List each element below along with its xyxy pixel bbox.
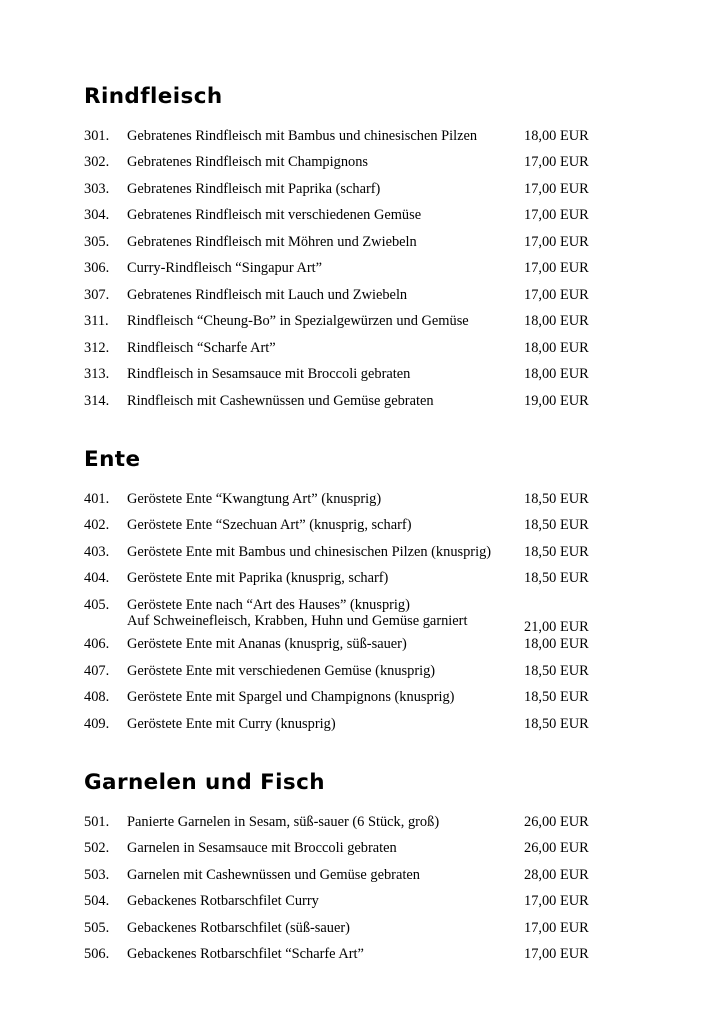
menu-item-number: 311. [84, 313, 109, 329]
menu-item-description-line: Gebackenes Rotbarschfilet Curry [127, 893, 319, 909]
menu-item-price: 18,50 EUR [524, 543, 589, 560]
menu-item-price: 17,00 EUR [524, 919, 589, 936]
menu-item-number: 408. [84, 689, 110, 705]
menu-item-price: 18,50 EUR [524, 517, 589, 533]
menu-item-price: 19,00 EUR [524, 392, 589, 409]
menu-item-number: 313. [84, 366, 110, 382]
menu-item-price: 28,00 EUR [524, 866, 589, 883]
menu-item [84, 893, 604, 920]
menu-item-description-line: Gebratenes Rindfleisch mit Champignons [127, 154, 369, 170]
menu-section [84, 86, 604, 419]
menu-item-price: 17,00 EUR [524, 154, 589, 170]
menu-item [84, 814, 604, 841]
menu-item-number: 314. [84, 392, 110, 409]
menu-item [84, 570, 604, 597]
menu-item-description [127, 393, 524, 410]
menu-item-price: 18,50 EUR [524, 570, 589, 586]
menu-item [84, 544, 604, 571]
menu-item-description-line: Gebackenes Rotbarschfilet (süß-sauer) [127, 919, 350, 936]
section-heading: Ente [84, 447, 141, 472]
menu-item [84, 260, 604, 287]
menu-item-description [127, 946, 524, 963]
menu-item [84, 689, 604, 716]
menu-item-description-line: Geröstete Ente mit Curry (knusprig) [127, 715, 336, 732]
menu-item-price: 17,00 EUR [524, 180, 589, 197]
menu-item-list [84, 814, 604, 973]
menu-item-number: 502. [84, 840, 110, 856]
menu-item-price: 18,50 EUR [524, 715, 589, 732]
menu-item-price: 17,00 EUR [524, 233, 589, 250]
menu-item-description-line: Geröstete Ente mit Paprika (knusprig, scharf) [127, 570, 389, 586]
menu-item [84, 207, 604, 234]
menu-item-description-line: Geröstete Ente mit Bambus und chinesischen Pilzen (knusprig) [127, 543, 492, 560]
menu-item-number: 301. [84, 127, 110, 144]
menu-item [84, 867, 604, 894]
menu-item-description-line: Rindfleisch mit Cashewnüssen und Gemüse gebraten [127, 392, 434, 409]
menu-item-price: 18,00 EUR [524, 127, 589, 144]
menu-item-description [127, 313, 524, 330]
menu-item-description [127, 234, 524, 251]
menu-item [84, 313, 604, 340]
menu-item-number: 503. [84, 866, 110, 883]
menu-item [84, 920, 604, 947]
menu-item-price: 18,00 EUR [524, 313, 589, 329]
menu-item [84, 840, 604, 867]
menu-item [84, 393, 604, 420]
menu-item-description [127, 366, 524, 383]
section-heading: Garnelen und Fisch [84, 770, 325, 795]
menu-item-description-line: Gebratenes Rindfleisch mit verschiedenen Gemüse [127, 207, 422, 223]
menu-item-description-line: Garnelen in Sesamsauce mit Broccoli gebraten [127, 840, 397, 856]
menu-item-number: 307. [84, 286, 110, 303]
menu-item [84, 946, 604, 973]
menu-item-price: 18,50 EUR [524, 689, 589, 705]
menu-item-description [127, 636, 524, 653]
menu-item-description-line: Gebratenes Rindfleisch mit Bambus und chinesischen Pilzen [127, 127, 478, 144]
menu-item-number: 312. [84, 339, 110, 356]
menu-item-description [127, 544, 524, 561]
menu-section [84, 772, 604, 973]
menu-item [84, 154, 604, 181]
menu-item-list [84, 491, 604, 743]
menu-item-price: 18,00 EUR [524, 366, 589, 382]
section-heading: Rindfleisch [84, 84, 223, 109]
menu-item-description [127, 814, 524, 831]
menu-item-description [127, 491, 524, 508]
menu-item-description [127, 893, 524, 910]
menu-item-description-line: Rindfleisch “Cheung-Bo” in Spezialgewürzen und Gemüse [127, 313, 469, 329]
menu-item [84, 663, 604, 690]
menu-item-number: 302. [84, 154, 110, 170]
menu-item-number: 506. [84, 946, 110, 962]
menu-item-description-line: Auf Schweinefleisch, Krabben, Huhn und Gemüse garniert [127, 613, 468, 630]
menu-item [84, 636, 604, 663]
menu-item [84, 340, 604, 367]
menu-item-number: 304. [84, 207, 110, 223]
menu-item-price: 26,00 EUR [524, 813, 589, 830]
menu-item-price: 18,50 EUR [524, 490, 589, 507]
menu-item-number: 401. [84, 490, 110, 507]
menu-item-price: 17,00 EUR [524, 260, 589, 276]
menu-section [84, 449, 604, 742]
menu-item-number: 406. [84, 636, 110, 652]
menu-item-number: 405. [84, 596, 110, 613]
menu-item-description [127, 181, 524, 198]
menu-item-price: 17,00 EUR [524, 286, 589, 303]
menu-item-description [127, 207, 524, 224]
menu-content [84, 86, 604, 973]
menu-item-description [127, 128, 524, 145]
menu-item-description-line: Garnelen mit Cashewnüssen und Gemüse gebraten [127, 866, 420, 883]
menu-item-price: 26,00 EUR [524, 840, 589, 856]
menu-item-number: 407. [84, 662, 110, 679]
menu-item-description [127, 840, 524, 857]
menu-item-list [84, 128, 604, 420]
menu-item-price: 17,00 EUR [524, 946, 589, 962]
menu-item-price: 18,00 EUR [524, 339, 589, 356]
menu-item-price: 17,00 EUR [524, 893, 589, 909]
menu-item-number: 303. [84, 180, 110, 197]
menu-item-description-line: Geröstete Ente mit Spargel und Champignons (knusprig) [127, 689, 455, 705]
menu-item-description [127, 154, 524, 171]
menu-item-description [127, 287, 524, 304]
menu-item-description-line: Gebratenes Rindfleisch mit Paprika (scharf) [127, 180, 381, 197]
menu-item-description [127, 920, 524, 937]
menu-item-description-line: Geröstete Ente mit verschiedenen Gemüse (knusprig) [127, 662, 436, 679]
menu-item-description [127, 340, 524, 357]
menu-item-description-line: Gebratenes Rindfleisch mit Möhren und Zwiebeln [127, 233, 417, 250]
menu-item-description-line: Rindfleisch in Sesamsauce mit Broccoli gebraten [127, 366, 411, 382]
menu-item-price: 17,00 EUR [524, 207, 589, 223]
menu-item-description [127, 867, 524, 884]
menu-item-number: 305. [84, 233, 110, 250]
menu-item-description-line: Geröstete Ente nach “Art des Hauses” (knusprig) [127, 596, 410, 613]
menu-item-description-line: Gebratenes Rindfleisch mit Lauch und Zwiebeln [127, 286, 408, 303]
menu-item-price: 21,00 EUR [524, 619, 589, 636]
menu-item-number: 402. [84, 517, 110, 533]
menu-item-number: 306. [84, 260, 110, 276]
menu-item [84, 287, 604, 314]
menu-item-description-line: Gebackenes Rotbarschfilet “Scharfe Art” [127, 946, 364, 962]
menu-item-description [127, 663, 524, 680]
menu-item-description-line: Panierte Garnelen in Sesam, süß-sauer (6 Stück, groß) [127, 813, 440, 830]
menu-item-description-line: Geröstete Ente “Szechuan Art” (knusprig, scharf) [127, 517, 412, 533]
menu-item [84, 597, 604, 637]
menu-item-number: 409. [84, 715, 110, 732]
menu-item-number: 501. [84, 813, 110, 830]
menu-item-description [127, 260, 524, 277]
menu-item-description [127, 716, 524, 733]
menu-item-number: 504. [84, 893, 110, 909]
menu-item [84, 491, 604, 518]
menu-item [84, 181, 604, 208]
menu-item-number: 505. [84, 919, 110, 936]
menu-item-description [127, 689, 524, 706]
menu-item-description [127, 597, 524, 630]
menu-item-price: 18,50 EUR [524, 662, 589, 679]
menu-item-description [127, 570, 524, 587]
menu-item-description-line: Geröstete Ente “Kwangtung Art” (knusprig) [127, 490, 382, 507]
menu-item-description-line: Curry-Rindfleisch “Singapur Art” [127, 260, 323, 276]
menu-item [84, 517, 604, 544]
menu-item [84, 366, 604, 393]
menu-item-number: 403. [84, 543, 110, 560]
menu-item-description [127, 517, 524, 534]
menu-item [84, 234, 604, 261]
menu-item-description-line: Rindfleisch “Scharfe Art” [127, 339, 276, 356]
menu-item [84, 128, 604, 155]
menu-item-description-line: Geröstete Ente mit Ananas (knusprig, süß-sauer) [127, 636, 407, 652]
menu-item-number: 404. [84, 570, 110, 586]
menu-item [84, 716, 604, 743]
menu-item-price: 18,00 EUR [524, 636, 589, 652]
